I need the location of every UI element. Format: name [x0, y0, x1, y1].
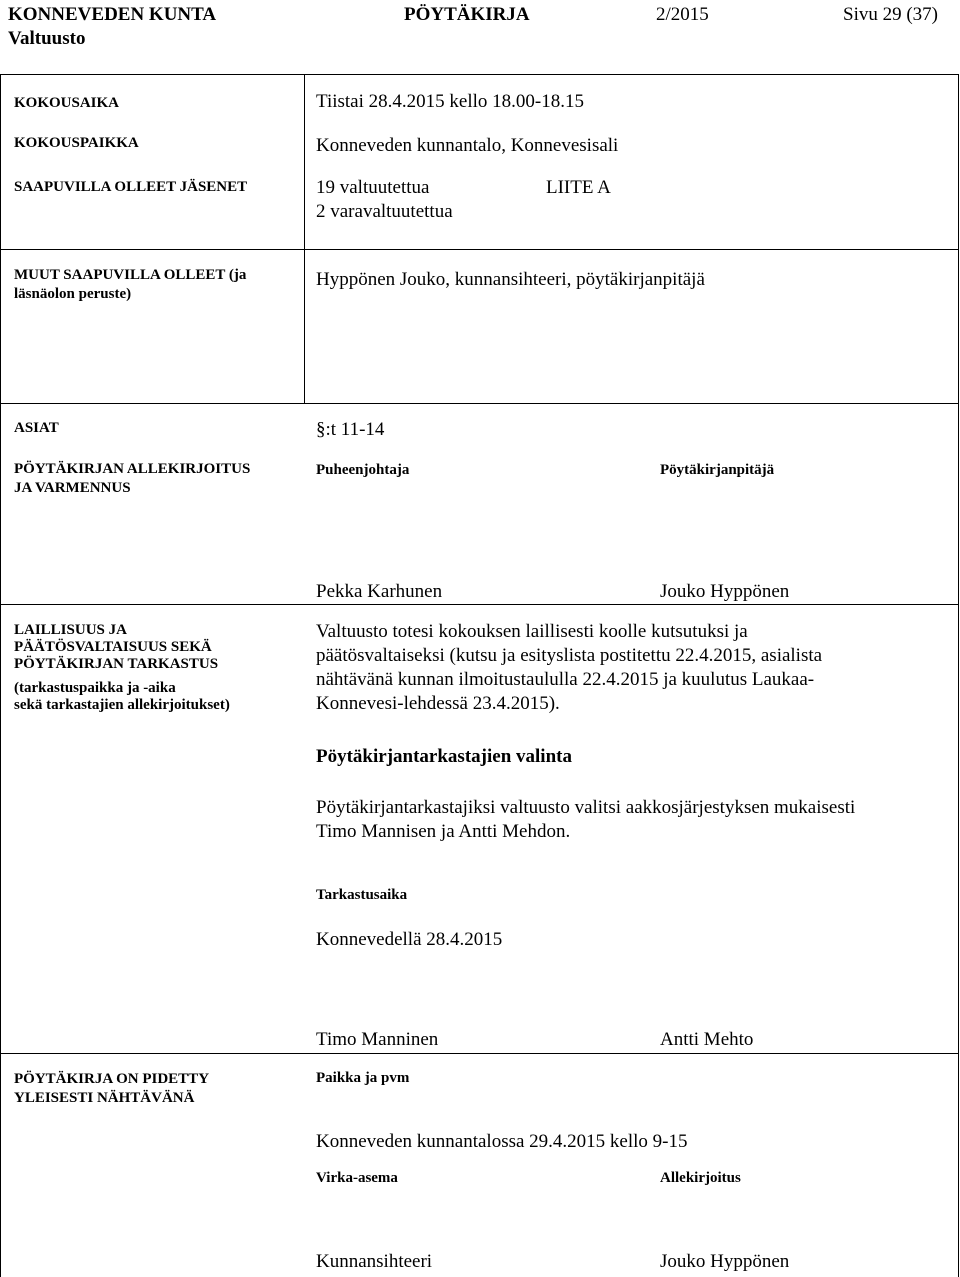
legality-label-4: (tarkastuspaikka ja -aika [14, 680, 176, 696]
legality-text-line: Valtuusto totesi kokouksen laillisesti koolle kutsutuksi ja [316, 621, 748, 642]
doc-number: 2/2015 [656, 4, 709, 25]
legality-label-5: sekä tarkastajien allekirjoitukset) [14, 697, 230, 713]
meeting-time-value: Tiistai 28.4.2015 kello 18.00-18.15 [316, 91, 584, 112]
inspector-2-name: Antti Mehto [660, 1029, 754, 1050]
table-top-border [0, 74, 959, 75]
table-right-border [958, 74, 959, 1277]
others-label: MUUT SAAPUVILLA OLLEET (ja [14, 267, 247, 283]
secretary-title: Pöytäkirjanpitäjä [660, 462, 775, 478]
legality-text-line: nähtävänä kunnan ilmoitustaululla 22.4.2015 ja kuulutus Laukaa- [316, 669, 815, 690]
public-display-label: PÖYTÄKIRJA ON PIDETTY [14, 1071, 210, 1087]
signature-value: Jouko Hyppönen [660, 1251, 790, 1272]
position-value: Kunnansihteeri [316, 1251, 433, 1272]
inspection-time-label: Tarkastusaika [316, 887, 408, 903]
others-label-cont: läsnäolon peruste) [14, 286, 132, 302]
legality-text-line: päätösvaltaiseksi (kutsu ja esityslista postitettu 22.4.2015, asialista [316, 645, 823, 666]
members-value: 19 valtuutettua [316, 177, 430, 198]
row-divider [0, 604, 959, 605]
legality-text-line: Konnevesi-lehdessä 23.4.2015). [316, 693, 560, 714]
signature-label: Allekirjoitus [660, 1170, 741, 1186]
inspectors-text-line: Timo Mannisen ja Antti Mehdon. [316, 821, 571, 842]
meeting-place-value: Konneveden kunnantalo, Konnevesisali [316, 135, 619, 156]
deputies-value: 2 varavaltuutettua [316, 201, 453, 222]
legality-label-2: PÄÄTÖSVALTAISUUS SEKÄ [14, 639, 212, 655]
row-divider [0, 249, 959, 250]
public-display-label-cont: YLEISESTI NÄHTÄVÄNÄ [14, 1090, 195, 1106]
inspectors-text-line: Pöytäkirjantarkastajiksi valtuusto valitsi aakkosjärjestyksen mukaisesti [316, 797, 856, 818]
members-attachment: LIITE A [546, 177, 611, 198]
signing-label: PÖYTÄKIRJAN ALLEKIRJOITUS [14, 461, 251, 477]
secretary-name: Jouko Hyppönen [660, 581, 790, 602]
chair-title: Puheenjohtaja [316, 462, 410, 478]
inspection-place-date: Konnevedellä 28.4.2015 [316, 929, 503, 950]
meeting-place-label: KOKOUSPAIKKA [14, 135, 139, 151]
members-label: SAAPUVILLA OLLEET JÄSENET [14, 179, 248, 195]
page-number: Sivu 29 (37) [843, 4, 938, 25]
municipality-name: KONNEVEDEN KUNTA [8, 4, 217, 25]
legality-label: LAILLISUUS JA [14, 622, 127, 638]
inspectors-heading: Pöytäkirjantarkastajien valinta [316, 746, 572, 767]
meeting-time-label: KOKOUSAIKA [14, 95, 120, 111]
others-value: Hyppönen Jouko, kunnansihteeri, pöytäkirjanpitäjä [316, 269, 705, 290]
body-name: Valtuusto [8, 28, 86, 49]
table-left-border [0, 74, 1, 1277]
place-date-value: Konneveden kunnantalossa 29.4.2015 kello 9-15 [316, 1131, 688, 1152]
position-label: Virka-asema [316, 1170, 398, 1186]
row-divider [0, 403, 959, 404]
legality-label-3: PÖYTÄKIRJAN TARKASTUS [14, 656, 219, 672]
row-divider [0, 1053, 959, 1054]
doc-type: PÖYTÄKIRJA [404, 4, 530, 25]
place-date-label: Paikka ja pvm [316, 1070, 410, 1086]
column-divider-others [304, 249, 305, 404]
matters-label: ASIAT [14, 420, 59, 436]
matters-value: §:t 11-14 [316, 419, 385, 440]
column-divider-top [304, 74, 305, 250]
signing-label-cont: JA VARMENNUS [14, 480, 131, 496]
chair-name: Pekka Karhunen [316, 581, 443, 602]
inspector-1-name: Timo Manninen [316, 1029, 439, 1050]
